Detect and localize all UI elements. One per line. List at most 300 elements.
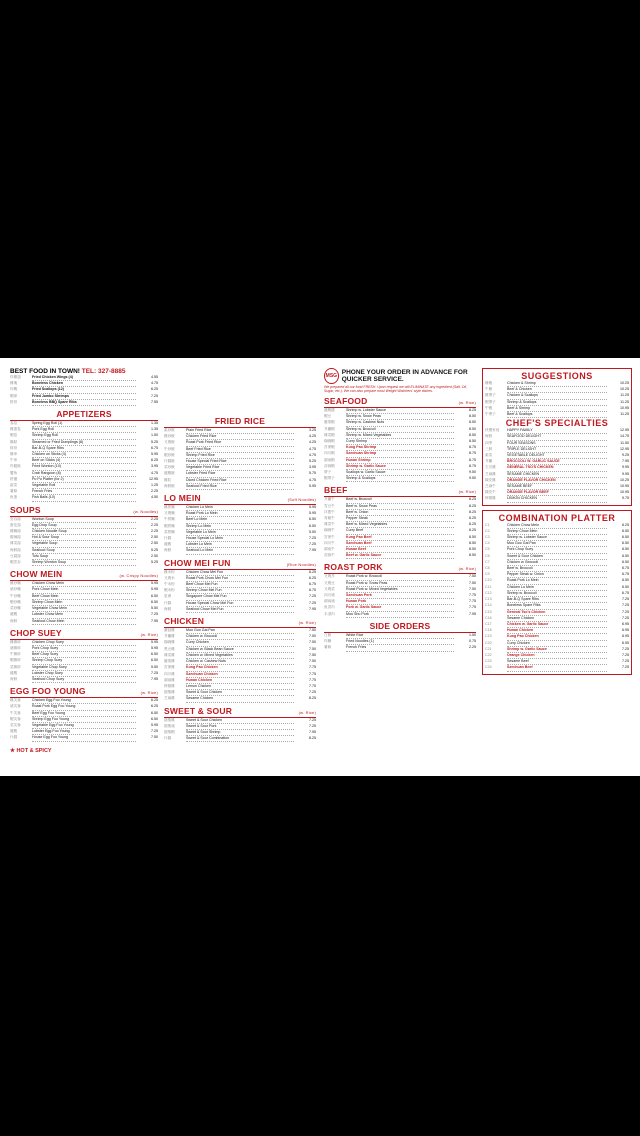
item-name: Chicken Chow Mein [507,523,607,529]
item-price: 4.75 [309,477,316,482]
item-name: Moo Goo Gai Pan [186,628,294,634]
item-price: 7.25 [309,536,316,541]
section-items [164,505,316,555]
section-soups [10,505,158,567]
item-name: Chicken on Sticks (4) [32,452,136,458]
chinese-name: 雞麵湯 [10,529,21,534]
item-price: 1.50 [469,632,476,637]
section-subtitle: (w. Rice) [458,489,476,495]
msg-logo: MSG [324,368,339,384]
section-subtitle: (w. Rice) [458,566,476,572]
item-name: Beef Chow Mei Fun [186,582,294,588]
item-price: 7.75 [469,605,476,610]
item-price: 9.95 [622,471,629,476]
chinese-name: 素菜 [485,453,493,458]
item-price: 6.75 [309,582,316,587]
item-price: 6.75 [622,590,629,595]
item-name: Fried Wonton (10) [32,464,136,470]
menu-item [164,736,316,742]
section-title [10,628,158,640]
item-price: 7.50 [469,574,476,579]
item-name: Pork Chop Suey [507,547,607,553]
item-price: 7.75 [469,599,476,604]
item-price: 7.25 [622,603,629,608]
section-title-text: EGG FOO YOUNG [10,686,86,697]
chinese-name: 海鮮 [10,618,18,623]
item-name: Fried Noodles (1) [346,639,454,645]
item-price: 4.25 [309,440,316,445]
item-name: Chicken w. Black Bean Sauce [186,647,294,653]
item-price: 9.95 [622,465,629,470]
item-name: VEGETABLE DELIGHT [507,453,607,459]
item-price: 6.75 [309,588,316,593]
item-name: Chicken Lo Mein [186,505,294,511]
item-price: 6.50 [151,716,158,721]
chinese-name: 四季 [485,440,493,445]
item-name: Szechuan Beef [507,665,607,671]
chinese-name: 鍋貼 [10,439,18,444]
item-name: Crab Rangoon (8) [32,471,136,477]
item-name: Singapore Chow Mei Fun [186,594,294,600]
item-name: Chicken w. Broccoli [186,634,294,640]
chinese-name: 蝦帶子 [485,399,496,404]
item-price: 8.25 [469,528,476,533]
item-price: 4.75 [309,452,316,457]
item-name: Roast Pork Lo Mein [507,578,607,584]
section-sweet-sour [164,706,316,743]
item-name: Sesame Chicken [507,616,607,622]
item-price: 8.50 [469,420,476,425]
item-price: 4.75 [309,446,316,451]
item-name: House Egg Foo Young [32,735,136,741]
item-name: Curry Shrimp [346,439,454,445]
header-line [10,368,158,375]
item-price: 6.50 [622,528,629,533]
item-price: 7.75 [309,665,316,670]
chinese-name: 蘑菇雞 [164,628,175,633]
column-3 [324,368,476,768]
chinese-name: 蒜蓉牛 [324,553,335,558]
item-price: 8.25 [469,497,476,502]
item-price: 6.25 [151,698,158,703]
chinese-name: 牛蝦 [485,405,493,410]
chinese-name: 素炒飯 [164,428,175,432]
chinese-name: 牛米粉 [164,582,175,587]
item-price: 7.50 [309,640,316,645]
chinese-name: C19 [485,634,492,639]
item-price: 4.75 [151,470,158,475]
chinese-name: 酸辣湯 [10,535,21,540]
item-name: Shrimp w. Garlic Sauce [507,647,607,653]
item-name: Chicken Chow Mein [32,581,136,587]
item-name: LEMON CHICKEN [507,496,607,502]
chinese-name: 蝦雜碎 [10,658,21,663]
item-name: Seafood Soup [32,548,136,554]
chinese-name: C23 [485,659,492,664]
section-items [164,428,316,490]
chinese-name: 湖南雞 [164,677,175,682]
section-title [164,416,316,428]
chinese-name: 黑豆雞 [164,646,175,651]
section-roast-pork [324,562,476,617]
chinese-name: C4 [485,541,490,546]
item-price: 5.25 [309,459,316,464]
item-name: Lobster Egg Foo Young [32,729,136,735]
item-price: 8.25 [309,696,316,701]
chinese-name: 蝦球 [10,393,18,398]
item-name: Kung Pao Beef [346,535,454,541]
item-name: Beef Fried Rice [186,447,294,453]
item-price: 7.95 [151,618,158,623]
item-price: 8.50 [469,439,476,444]
item-name: Shrimp w. Snow Peas [346,414,454,420]
item-price: 7.50 [309,652,316,657]
chinese-name: 帶子 [324,470,332,475]
chinese-name: 快樂家庭 [485,428,500,433]
section-items [164,628,316,702]
item-name: Shrimp Egg Roll [32,433,136,439]
menu-item [324,476,476,482]
item-name: Vegetable Chow Mein [32,606,136,612]
item-price: 6.95 [622,634,629,639]
item-price: 8.50 [469,534,476,539]
item-price: 6.50 [622,578,629,583]
item-name: Roast Pork Lo Mein [186,511,294,517]
item-name: Curry Chicken [186,640,294,646]
item-name: Seafood Chow Mei Fun [186,607,294,613]
chinese-name: 菜炒麵 [10,606,21,611]
menu-item [10,560,158,566]
chinese-name: 龍蝦 [10,670,18,675]
item-price: 12.95 [149,476,158,481]
item-name: Diced Chicken Fried Rice [186,478,294,484]
item-name: Pork Chop Suey [32,646,136,652]
section-title [164,706,316,718]
chinese-name: 雜菜牛 [324,522,335,527]
section-title-text: APPETIZERS [56,409,112,420]
item-name: Beef Lo Mein [186,517,294,523]
item-name: Pork w. Garlic Sauce [346,605,454,611]
chinese-name: C13 [485,597,492,602]
chinese-name: 牛雞 [485,387,493,392]
section-items [164,570,316,613]
chinese-name: C11 [485,584,492,589]
item-name: Shrimp w. Cashew Nuts [346,420,454,426]
item-price: 6.25 [309,569,316,574]
chinese-name: 芥蘭雞 [164,634,175,639]
item-price: 7.25 [622,665,629,670]
menu-item [324,612,476,618]
chinese-name: 四川豬 [324,593,335,598]
section-title [324,621,476,633]
phone-order-title: PHONE YOUR ORDER IN ADVANCE FOR QUICKER SERVICE. [341,369,468,383]
section-egg-foo-young [10,686,158,741]
chinese-name: 蝦帶子 [324,476,335,481]
item-name: Seafood Chop Suey [32,677,136,683]
item-name: Hunan Chicken [186,678,294,684]
item-name: Chicken w. Broccoli [507,560,607,566]
item-price: 1.50 [151,433,158,438]
item-name: Sesame Beef [507,659,607,665]
chinese-name: 蔬菜 [10,483,18,488]
chinese-name: 菜撈麵 [164,529,175,534]
chinese-name: 咖喱雞 [164,640,175,645]
chinese-name: 海鮮 [485,434,493,439]
item-price: 6.50 [151,593,158,598]
item-price: 7.50 [151,735,158,740]
item-name: Kung Pao Chicken [186,665,294,671]
item-price: 5.75 [309,471,316,476]
section-subtitle: (w. Noodles) [133,508,158,514]
item-price: 1.35 [151,421,158,426]
chinese-name: 海鮮湯 [10,547,21,552]
column-1 [10,368,158,768]
chinese-name: 炸餛飩 [10,464,21,469]
section-title [324,396,476,408]
item-name: Chicken w. Mixed Vegetables [186,653,294,659]
item-name: Beef w. Broccoli [346,497,454,503]
item-price: 6.25 [309,575,316,580]
item-price: 14.75 [620,434,629,439]
item-price: 7.25 [622,646,629,651]
section-chow-mei-fun [164,558,316,613]
chinese-name: 宮保蝦 [324,445,335,450]
menu-item [164,548,316,554]
item-name: Sweet & Sour Chicken [186,690,294,696]
section-title [324,562,476,574]
item-price: 8.50 [469,547,476,552]
chinese-name: 雞蝦 [485,381,493,385]
item-price: 6.75 [622,572,629,577]
chinese-name: C3 [485,535,490,540]
item-price: 12.95 [620,446,629,451]
chinese-name: 牛串 [10,458,18,463]
item-name: Bar-B-Q Spare Ribs [507,597,607,603]
chinese-name: 雜菜蝦 [324,432,335,437]
menu-item [164,696,316,702]
item-name: Shrimp w. Lobster Sauce [507,535,607,541]
item-name: Lobster Lo Mein [186,542,294,548]
item-price: 6.75 [151,445,158,450]
item-price: 11.50 [620,440,629,445]
item-price: 2.50 [151,553,158,558]
item-price: 4.50 [151,495,158,500]
item-name: Moo Shu Pork [346,612,454,618]
item-price: 7.95 [309,729,316,734]
item-price: 3.25 [309,428,316,432]
chinese-name: 排骨 [10,399,18,404]
item-name: Shrimp & Scallops [346,476,454,482]
chinese-name: 牛芙蓉 [10,710,21,715]
chinese-name: C21 [485,646,492,651]
item-price: 5.95 [309,483,316,488]
chinese-name: 叉燒飯 [164,440,175,445]
item-name: Beef w. Onion [346,510,454,516]
item-name: SESAME BEEF [507,484,607,490]
item-price: 11.25 [620,412,629,417]
section-title [10,686,158,698]
item-price: 6.25 [622,522,629,527]
column-2 [164,368,316,768]
chinese-name: 雜菜湯 [10,541,21,546]
chinese-name: 蝦撈麵 [164,523,175,528]
item-price: 6.50 [622,584,629,589]
chinese-name: 蟹角 [10,470,18,475]
item-price: 7.50 [469,580,476,585]
item-name: Wonton Soup [32,517,136,523]
item-name: Beef & Chicken [507,387,607,393]
chinese-name: 炸麵 [324,639,332,644]
item-name: Fried Scallops (12) [32,387,136,393]
chinese-name: 菜芙蓉 [10,722,21,727]
item-name: Sweet & Sour Chicken [507,554,607,560]
chinese-name: 雞蛋卷 [10,427,21,432]
item-price: 7.55 [151,399,158,404]
chinese-name: 龍蝦 [10,729,18,734]
item-name: Shrimp Chow Mein [507,529,607,535]
section-title-text: SIDE ORDERS [369,620,431,631]
chinese-name: 叉燒米 [164,575,175,580]
item-name: Boneless Chicken [32,381,136,387]
section-items [324,497,476,559]
section-title [164,558,316,570]
item-name: Lobster Fried Rice [186,471,294,477]
item-price: 10.25 [620,387,629,392]
chinese-name: 春卷 [10,421,18,426]
item-name: Beef w. Mixed Vegetables [346,522,454,528]
chinese-name: 洋蔥牛 [324,509,335,514]
chinese-name: 菜雜碎 [10,664,21,669]
section-title-text: FRIED RICE [214,416,266,426]
item-price: 7.25 [151,670,158,675]
chinese-name: C8 [485,566,490,571]
item-price: 6.50 [622,559,629,564]
item-name: Shrimp w. Broccoli [346,427,454,433]
chinese-name: C20 [485,640,492,645]
item-price: 8.50 [469,414,476,419]
item-name: General Tso's Chicken [507,610,607,616]
item-price: 7.95 [622,459,629,464]
chinese-name: 宮保牛 [324,534,335,539]
section-items [10,640,158,683]
chinese-name: 雞米粉 [164,569,175,574]
item-price: 5.95 [309,511,316,516]
item-price: 6.25 [151,704,158,709]
item-price: 6.50 [151,710,158,715]
item-name: Sweet & Sour Shrimp [186,730,294,736]
item-price: 7.95 [309,548,316,553]
chinese-name: 芥蘭 [485,459,493,464]
menu-item [485,665,629,671]
item-price: 3.95 [309,465,316,470]
section-chicken [164,616,316,702]
chinese-name: 雞撈麵 [164,505,175,510]
menu-item [10,677,158,683]
chefs-specialties-title: CHEF'S SPECIALTIES [505,418,609,429]
item-price: 7.25 [309,717,316,722]
chinese-name: C18 [485,628,492,633]
item-price: 7.25 [622,615,629,620]
chinese-name: 魚蛋 [10,495,18,500]
item-name: Hunan Chicken [507,628,607,634]
item-name: Vegetable Lo Mein [186,530,294,536]
fresh-food-note: We prepared all our food FRESH. Upon request we will ELIMINATE any ingredient (Salt, Oil, Sugar, etc.). We can also prepare most Weight Watchers' style dishes. [324,385,468,393]
chinese-name: 甜酸雞 [164,717,175,722]
chinese-name: 龍蝦醬 [324,408,335,412]
chinese-name: 四川牛 [324,540,335,545]
item-price: 5.95 [151,587,158,592]
item-name: Vegetable Roll [32,483,136,489]
chinese-name: 雞塊 [10,381,18,386]
item-name: FOUR SEASONS [507,441,607,447]
chinese-name: 豬炒麵 [10,587,21,592]
chinese-name: 牛雜碎 [10,652,21,657]
chinese-name: 菜炒飯 [164,465,175,470]
chinese-name: 青椒牛 [324,516,335,521]
item-name: Sweet & Sour Pork [186,724,294,730]
item-name: Spring Egg Roll (1) [32,421,136,427]
item-name: Roast Pork Chow Mei Fun [186,576,294,582]
hot-spicy-legend: ★ HOT & SPICY [10,747,52,754]
item-name: House Special Chow Mei Fun [186,601,294,607]
item-name: Chicken Chop Suey [32,640,136,646]
item-price: 7.25 [309,600,316,605]
item-name: Shrimp Chow Mei Fun [186,588,294,594]
chinese-name: 海鮮 [164,606,172,611]
menu-item [10,400,158,406]
item-price: 2.25 [151,529,158,534]
item-name: House Special Lo Mein [186,536,294,542]
chinese-name: 雲吞湯 [10,516,21,521]
section-subtitle: (w. Rice) [140,631,158,637]
chinese-name: 蝦炒麵 [10,599,21,604]
item-price: 1.35 [151,427,158,432]
chinese-name: 蛋花湯 [10,522,21,527]
item-price: 7.25 [151,393,158,398]
item-price: 5.25 [151,560,158,565]
suggestions-list [485,381,629,418]
menu-item [164,484,316,490]
item-name: SESAME CHICKEN [507,472,607,478]
item-price: 7.25 [622,659,629,664]
item-price: 7.50 [309,628,316,633]
suggestions-title: SUGGESTIONS [521,371,593,381]
item-name: Chicken w. Garlic Sauce [507,622,607,628]
section-title-text: CHOW MEI FUN [164,557,231,568]
item-name: ORANGE FLAVOR BEEF [507,490,607,496]
item-price: 6.50 [622,535,629,540]
section-items [324,574,476,617]
item-price: 7.25 [622,609,629,614]
menu-item [10,495,158,501]
chinese-name: C1 [485,522,490,527]
chinese-name: 叉燒菜 [324,586,335,591]
chinese-name: 雞芙蓉 [10,698,21,703]
item-name: Vegetable Soup [32,541,136,547]
item-price: 5.95 [151,639,158,644]
item-price: 8.50 [469,540,476,545]
section-items [10,517,158,567]
chinese-name: 牛帶子 [485,412,496,417]
item-name: ORANGE FLAVOR CHICKEN [507,478,607,484]
item-name: Shrimp Egg Foo Young [32,717,136,723]
chinese-name: 龍蝦 [10,612,18,617]
item-name: Curry Beef [346,528,454,534]
item-name: Bar-B-Q Spare Ribs [32,446,136,452]
item-price: 2.25 [469,645,476,650]
item-price: 7.75 [309,671,316,676]
item-name: Shrimp Chow Mein [32,600,136,606]
